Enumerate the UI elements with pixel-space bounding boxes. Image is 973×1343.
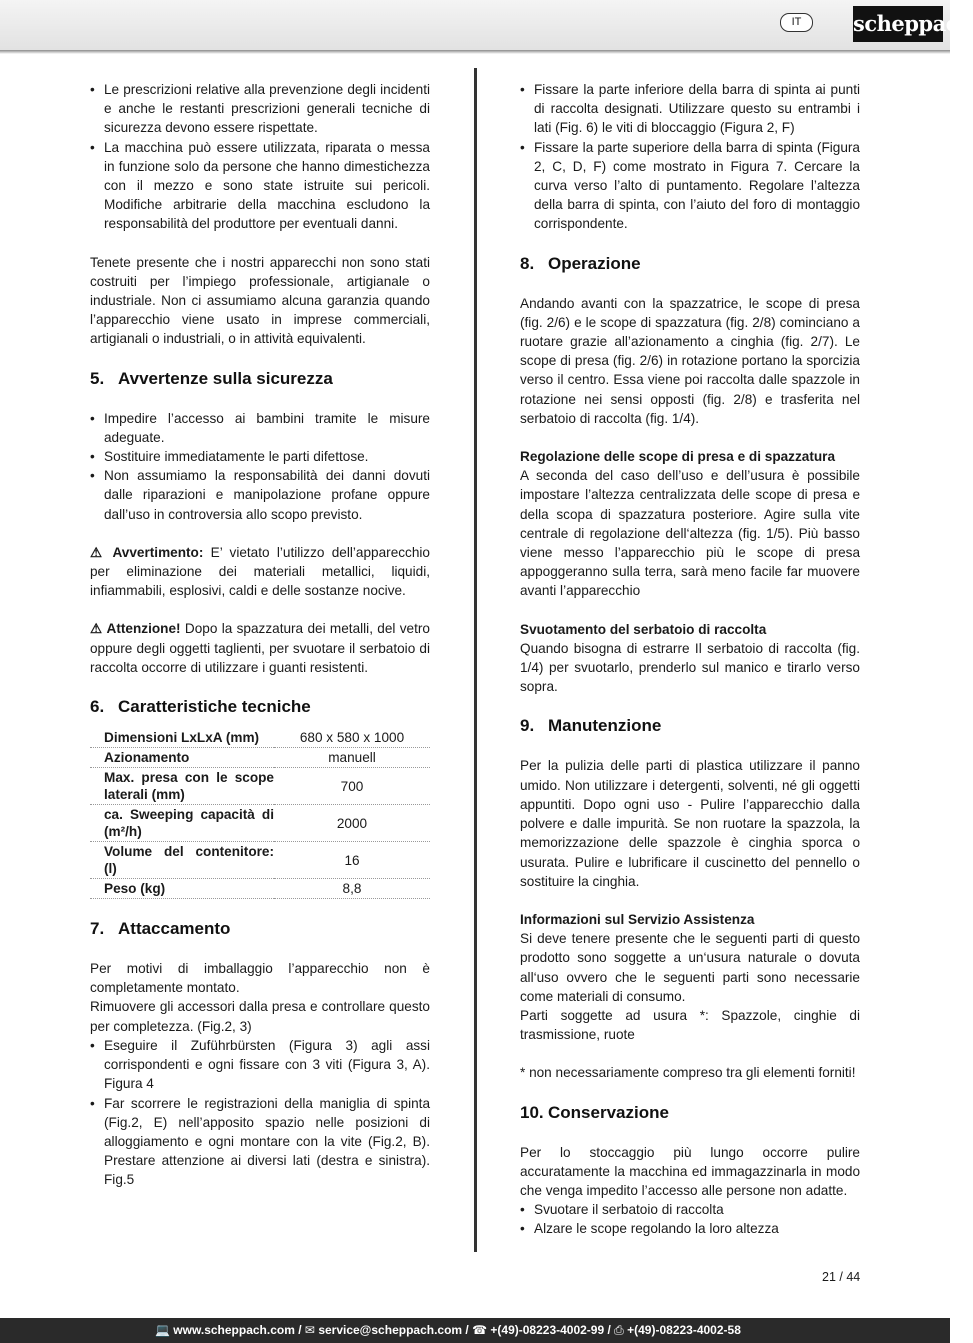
assembly-bullets-cont	[520, 80, 860, 234]
section-heading-9: 9. Manutenzione	[520, 716, 662, 736]
paragraph: A seconda del caso dell’uso e dell’usura è possibile impostare l’altezza centralizzata delle scope di presa e della scopa di spazzatura posteriore. Agire sulla vite centrale di regolazione dell‘altezza (fig. 1/5). Più basso viene messo l’apparecchio più le scope di presa appoggeranno sulla terra, sarà meno facile far muovere avanti l’apparecchio	[520, 468, 860, 599]
table-row: Peso (kg) 8,8	[90, 879, 430, 899]
paragraph: Andando avanti con la spazzatrice, le scope di presa (fig. 2/6) e le scope di spazzatura (fig. 2/8) cominciano a ruotare grazie all’azionamento a cinghia (fig. 2/7). Le scope di presa (fig. 2/6) in rotazione portano la sporcizia verso il centro. Essa viene poi raccolta dalle spazzole in rotazione nei sensi opposti (fig. 2/8) e trasferita nel serbatoio di raccolta (fig. 1/4).	[520, 295, 860, 426]
column-divider	[474, 68, 477, 1252]
paragraph: Rimuovere gli accessori dalla presa e controllare questo per completezza. (Fig.2, 3)	[90, 999, 430, 1034]
section-heading-10: 10. Conservazione	[520, 1102, 669, 1122]
phone-number: +(49)-08223-4002-99 /	[490, 1323, 611, 1337]
table-row: Azionamento manuell	[90, 748, 430, 768]
caution-label: ⚠ Attenzione!	[90, 621, 181, 637]
list-item: • Alzare le scope regolando la loro altezza	[520, 1219, 860, 1238]
paragraph: Quando bisogna di estrarre Il serbatoio di raccolta (fig. 1/4) per svuotarlo, prenderlo sul manico e tirarlo verso sopra.	[520, 640, 860, 695]
table-row: ca. Sweeping capacità di (m²/h) 2000	[90, 805, 430, 842]
warning-paragraph: ⚠ Avvertimento: E’ vietato l’utilizzo dell’apparecchio per eliminazione dei materiali metallici, liquidi, infiammabili, esplosivi, caldi e delle sostanze nocive.	[90, 544, 430, 599]
list-item: • Far scorrere le registrazioni della maniglia di spinta (Fig.2, E) nell’apposito spazio nelle posizioni di alloggiamento e ogni montare con la vite (Fig.2, B). Prestare attenzione ai diversi lati (destra e sinistra). Fig.5	[90, 1094, 430, 1190]
list-item: • Fissare la parte superiore della barra di spinta (Figura 2, C, D, F) come mostrato in Figura 7. Cercare la curva verso l’alto di puntamento. Regolare l’altezza della barra di spinta, con l’aiuto del foro di montaggio corrispondente.	[520, 138, 860, 234]
paragraph: Tenete presente che i nostri apparecchi non sono stati costruiti per l’impiego professionale, artigianale o industriale. Non ci assumiamo alcuna garanzia quando l’apparecchio viene usato in imprese commerciali, artigianali o industriali, o in attività equivalenti.	[90, 254, 430, 347]
section-heading-7: 7. Attaccamento	[90, 919, 231, 939]
mail-icon: ✉	[304, 1323, 315, 1337]
language-badge: IT	[780, 13, 813, 32]
fax-number: +(49)-08223-4002-58	[627, 1323, 741, 1337]
page-number: 21 / 44	[822, 1270, 861, 1284]
brand-logo: scheppach	[853, 6, 943, 42]
assembly-bullets	[90, 1036, 430, 1190]
subheading: Svuotamento del serbatoio di raccolta	[520, 621, 767, 637]
warning-label: ⚠ Avvertimento:	[90, 544, 204, 560]
table-row: Max. presa con le scope laterali (mm) 700	[90, 768, 430, 805]
section-heading-6: 6. Caratteristiche tecniche	[90, 697, 311, 717]
caution-paragraph: ⚠ Attenzione! Dopo la spazzatura dei metalli, del vetro oppure degli oggetti taglienti, per svuotare il serbatoio di raccolta occorre di utilizzare i guanti resistenti.	[90, 621, 430, 675]
list-item: • Le prescrizioni relative alla prevenzione degli incidenti e anche le restanti prescrizioni generali tecniche di sicurezza devono essere rispettate.	[90, 80, 430, 138]
footnote: * non necessariamente compreso tra gli elementi forniti!	[520, 1065, 856, 1081]
section-heading-5: 5. Avvertenze sulla sicurezza	[90, 368, 333, 388]
list-item: • Sostituire immediatamente le parti difettose.	[90, 447, 430, 466]
paragraph: Si deve tenere presente che le seguenti parti di questo prodotto sono soggette a un‘usura naturale o dovuta all‘uso ovvero che le seguenti parti sono necessarie come materiali di consumo.	[520, 931, 860, 1004]
computer-icon: 💻	[155, 1323, 170, 1337]
list-item: • La macchina può essere utilizzata, riparata o messa in funzione solo da persone che hanno dimestichezza con il mezzo e sono state istruite sui pericoli. Modifiche arbitrarie della macchina escludono la responsabilità del produttore per eventuali danni.	[90, 138, 430, 234]
fax-icon: ⎙	[614, 1323, 624, 1337]
list-item: • Impedire l’accesso ai bambini tramite le misure adeguate.	[90, 409, 430, 447]
table-row: Dimensioni LxLxA (mm) 680 x 580 x 1000	[90, 728, 430, 748]
header-shadow	[0, 50, 950, 54]
paragraph: Parti soggette ad usura *: Spazzole, cinghie di trasmissione, ruote	[520, 1007, 860, 1043]
email-link[interactable]: service@scheppach.com /	[318, 1323, 469, 1337]
safety-bullets	[90, 80, 430, 234]
phone-icon: ☎	[472, 1323, 488, 1337]
warning-bullets	[90, 409, 430, 524]
table-row: Volume del contenitore: (l) 16	[90, 842, 430, 879]
specs-table	[90, 728, 430, 899]
subheading: Informazioni sul Servizio Assistenza	[520, 911, 755, 927]
website-link[interactable]: www.scheppach.com /	[173, 1323, 302, 1337]
paragraph: Per motivi di imballaggio l’apparecchio non è completamente montato.	[90, 961, 430, 996]
storage-bullets	[520, 1200, 860, 1238]
list-item: • Non assumiamo la responsabilità dei danni dovuti dalle riparazioni e manipolazione profane oppure dall’uso in controversia allo scopo previsto.	[90, 466, 430, 524]
paragraph: Per lo stoccaggio più lungo occorre pulire accuratamente la macchina ed immagazzinarla in modo che venga impedito l’accesso alle persone non adatte.	[520, 1144, 860, 1198]
subheading: Regolazione delle scope di presa e di spazzatura	[520, 449, 836, 465]
left-column	[90, 80, 430, 1190]
list-item: • Svuotare il serbatoio di raccolta	[520, 1200, 860, 1219]
right-column	[520, 80, 860, 1239]
list-item: • Eseguire il Zuführbürsten (Figura 3) agli assi corrispondenti e ogni fissare con 3 viti (Figura 3, A). Figura 4	[90, 1036, 430, 1094]
paragraph: Per la pulizia delle parti di plastica utilizzare il panno umido. Non utilizzare i detergenti, solventi, né gli oggetti appuntiti. Dopo ogni uso - Pulire l’apparecchio dalla polvere e dalle impurità. Se non ruotare la spazzola, la memorizzazione delle spazzole è cinghia sporca o usurata. Pulire e lubrificare il cuscinetto del pennello o sostituire la cinghia.	[520, 758, 860, 889]
section-heading-8: 8. Operazione	[520, 253, 641, 273]
list-item: • Fissare la parte inferiore della barra di spinta ai punti di raccolta designati. Utilizzare questo su entrambi i lati (Fig. 6) le viti di bloccaggio (Figura 2, F)	[520, 80, 860, 138]
footer-bar	[0, 1318, 950, 1343]
